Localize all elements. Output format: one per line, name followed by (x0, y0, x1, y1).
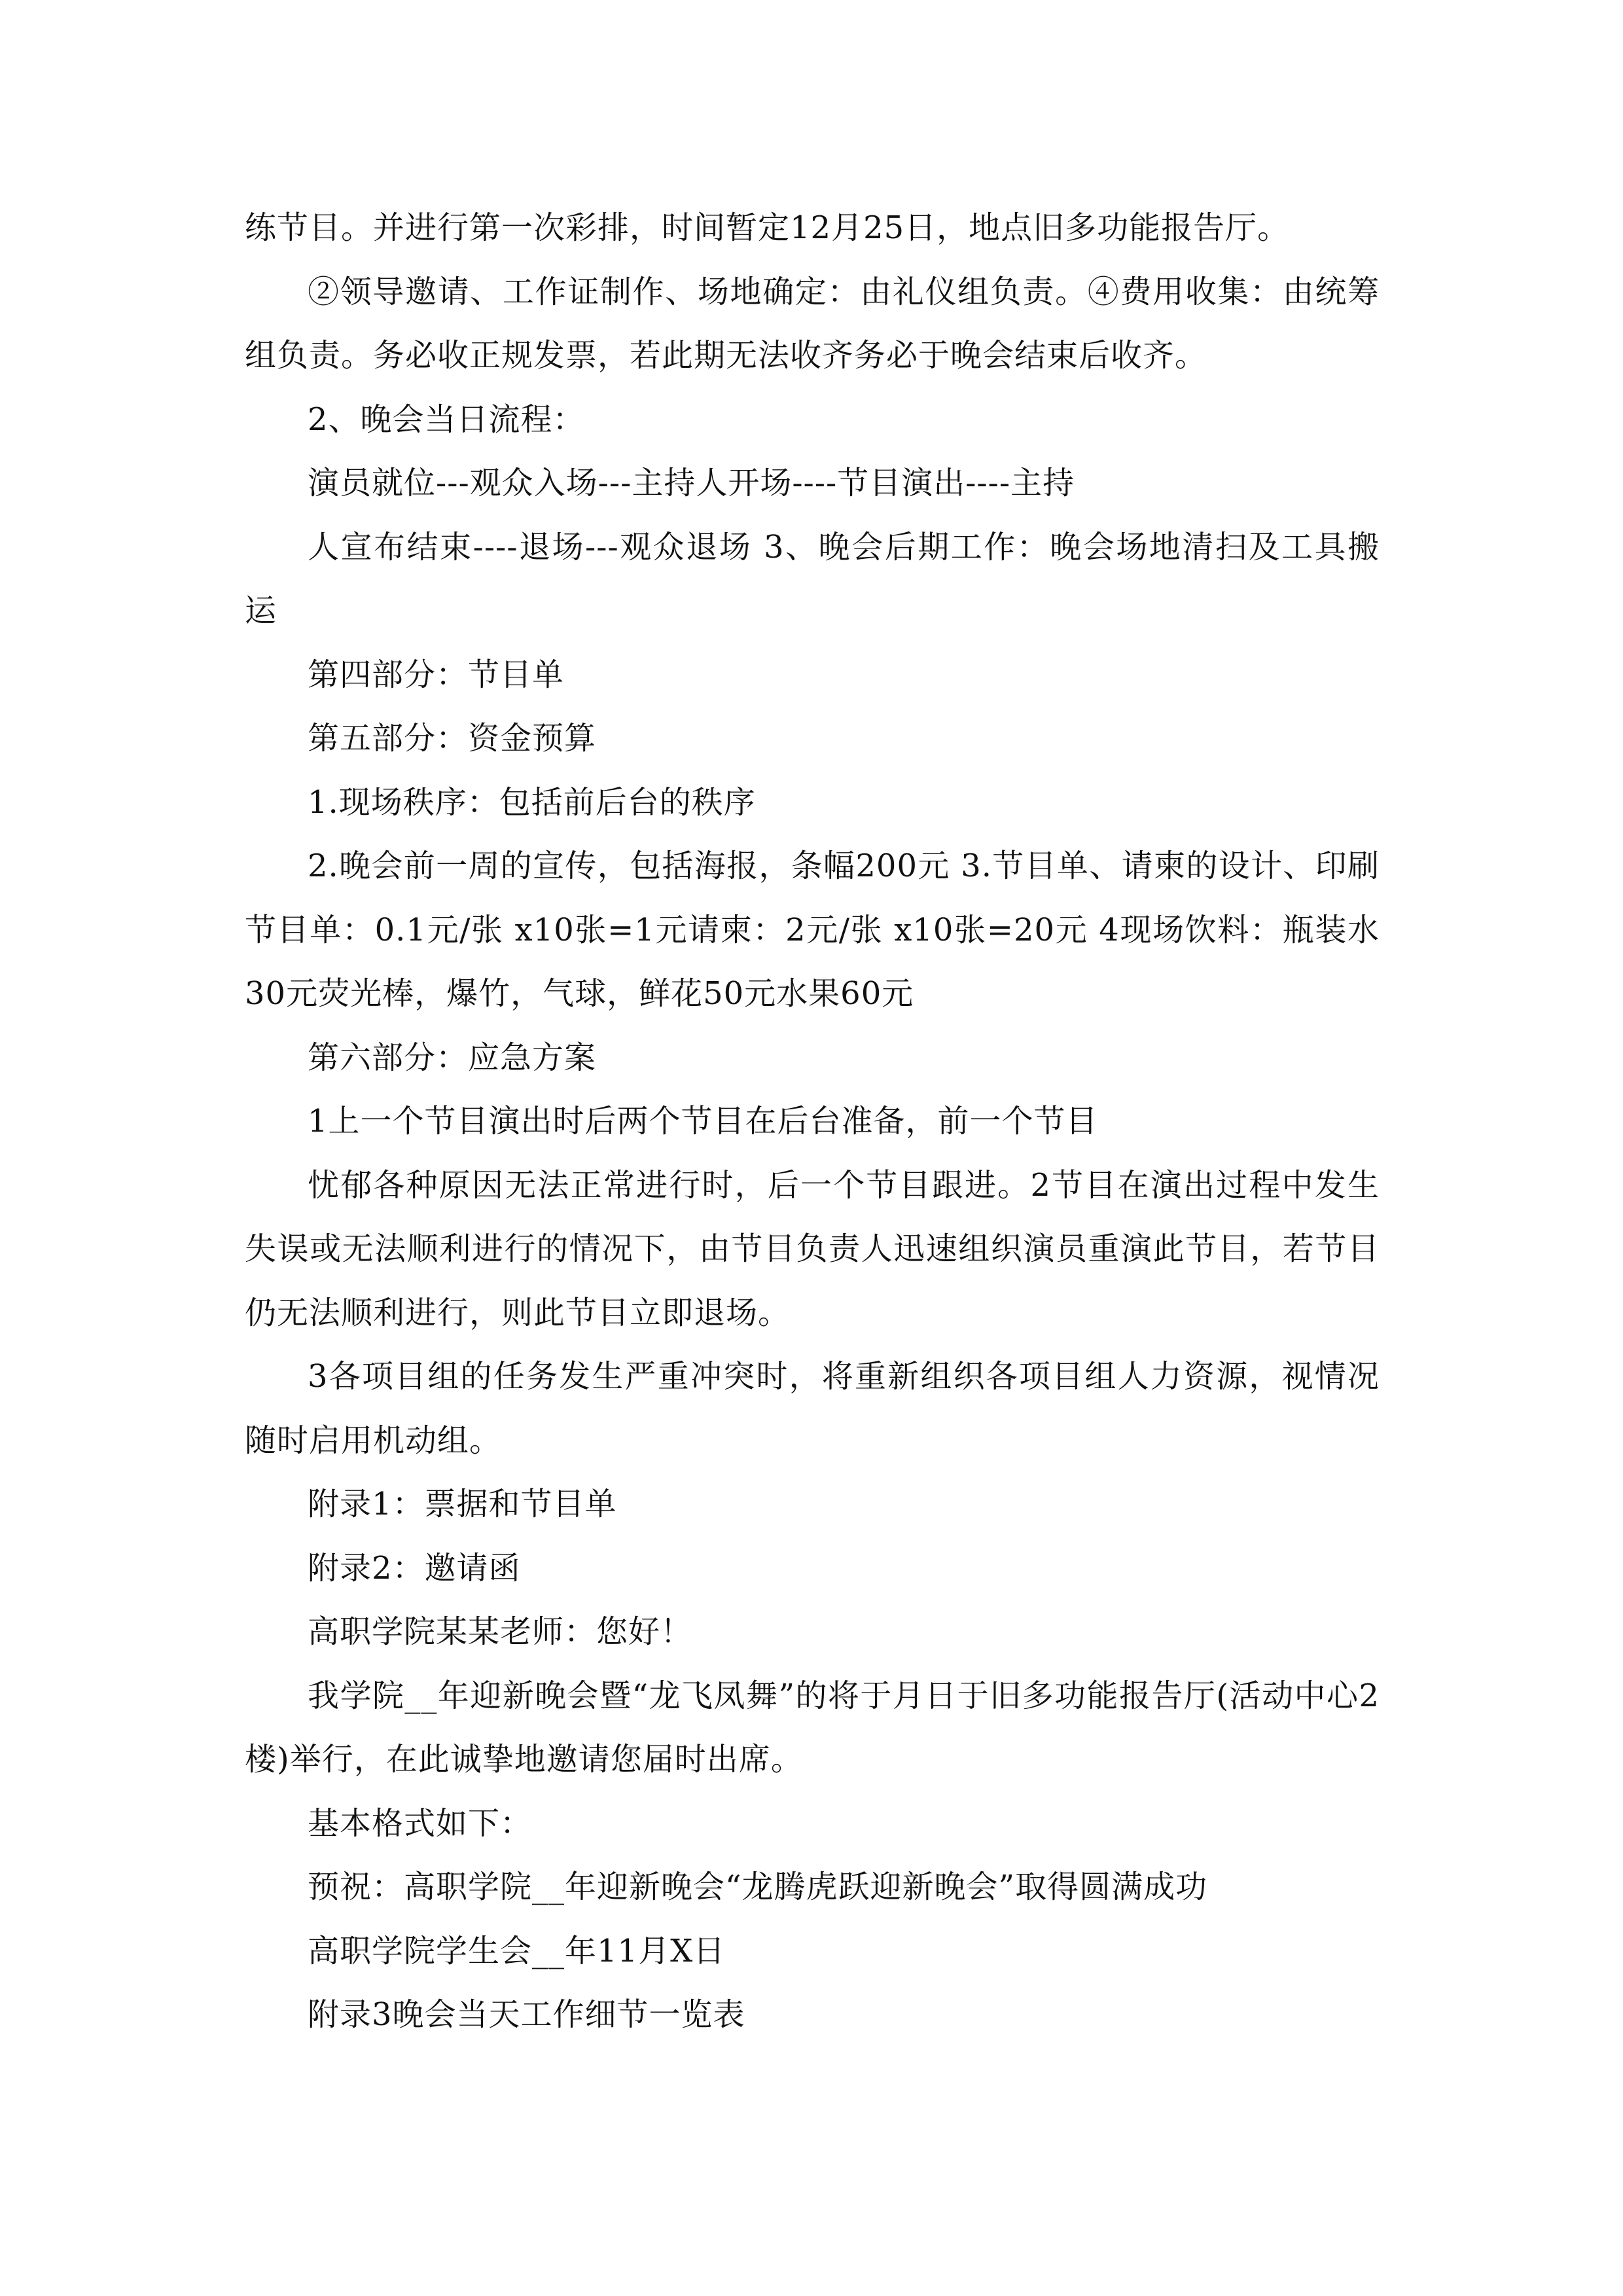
paragraph-emergency-3: 3各项目组的任务发生严重冲突时，将重新组织各项目组人力资源，视情况随时启用机动组。 (245, 1358, 1380, 1459)
paragraph-process-flow-2: 人宣布结束----退场---观众退场 3、晚会后期工作：晚会场地清扫及工具搬运 (245, 528, 1380, 629)
appendix-2-heading: 附录2：邀请函 (308, 1549, 521, 1587)
invitation-body: 我学院__年迎新晚会暨“龙飞凤舞”的将于月日于旧多功能报告厅(活动中心2楼)举行，在此诚挚地邀请您届时出席。 (245, 1677, 1380, 1778)
paragraph-budget-details: 2.晚会前一周的宣传，包括海报，条幅200元 3.节目单、请柬的设计、印刷节目单：0.1元/张 x10张=1元请柬：2元/张 x10张=20元 4现场饮料：瓶装水30元荧光棒，爆竹，气球，鲜花50元水果60元 (245, 848, 1380, 1012)
wish-line: 预祝：高职学院__年迎新晚会“龙腾虎跃迎新晚会”取得圆满成功 (308, 1869, 1208, 1905)
section-heading-emergency: 第六部分：应急方案 (308, 1039, 597, 1076)
section-heading-budget: 第五部分：资金预算 (308, 720, 597, 757)
paragraph-process-flow-1: 演员就位---观众入场---主持人开场----节目演出----主持 (308, 465, 1075, 501)
paragraph-emergency-2: 忧郁各种原因无法正常进行时，后一个节目跟进。2节目在演出过程中发生失误或无法顺利进行的情况下，由节目负责人迅速组织演员重演此节目，若节目仍无法顺利进行，则此节目立即退场。 (245, 1166, 1380, 1331)
paragraph-rehearsal-continuation: 练节目。并进行第一次彩排，时间暂定12月25日，地点旧多功能报告厅。 (245, 209, 1290, 246)
paragraph-day-process-heading: 2、晚会当日流程： (308, 401, 585, 438)
appendix-3-heading: 附录3晚会当天工作细节一览表 (308, 1996, 745, 2033)
appendix-1-heading: 附录1：票据和节目单 (308, 1486, 617, 1522)
paragraph-invitation-and-fees: ②领导邀请、工作证制作、场地确定：由礼仪组负责。④费用收集：由统筹组负责。务必收正规发票，若此期无法收齐务必于晚会结束后收齐。 (245, 273, 1380, 374)
paragraph-emergency-1: 1上一个节目演出时后两个节目在后台准备，前一个节目 (308, 1103, 1098, 1139)
document-body (245, 196, 1380, 2047)
paragraph-budget-order: 1.现场秩序：包括前后台的秩序 (308, 783, 756, 821)
signature-date-line: 高职学院学生会__年11月X日 (308, 1932, 726, 1969)
section-heading-program: 第四部分：节目单 (308, 656, 565, 693)
invitation-salutation: 高职学院某某老师：您好！ (308, 1613, 693, 1650)
format-intro: 基本格式如下： (308, 1804, 533, 1842)
